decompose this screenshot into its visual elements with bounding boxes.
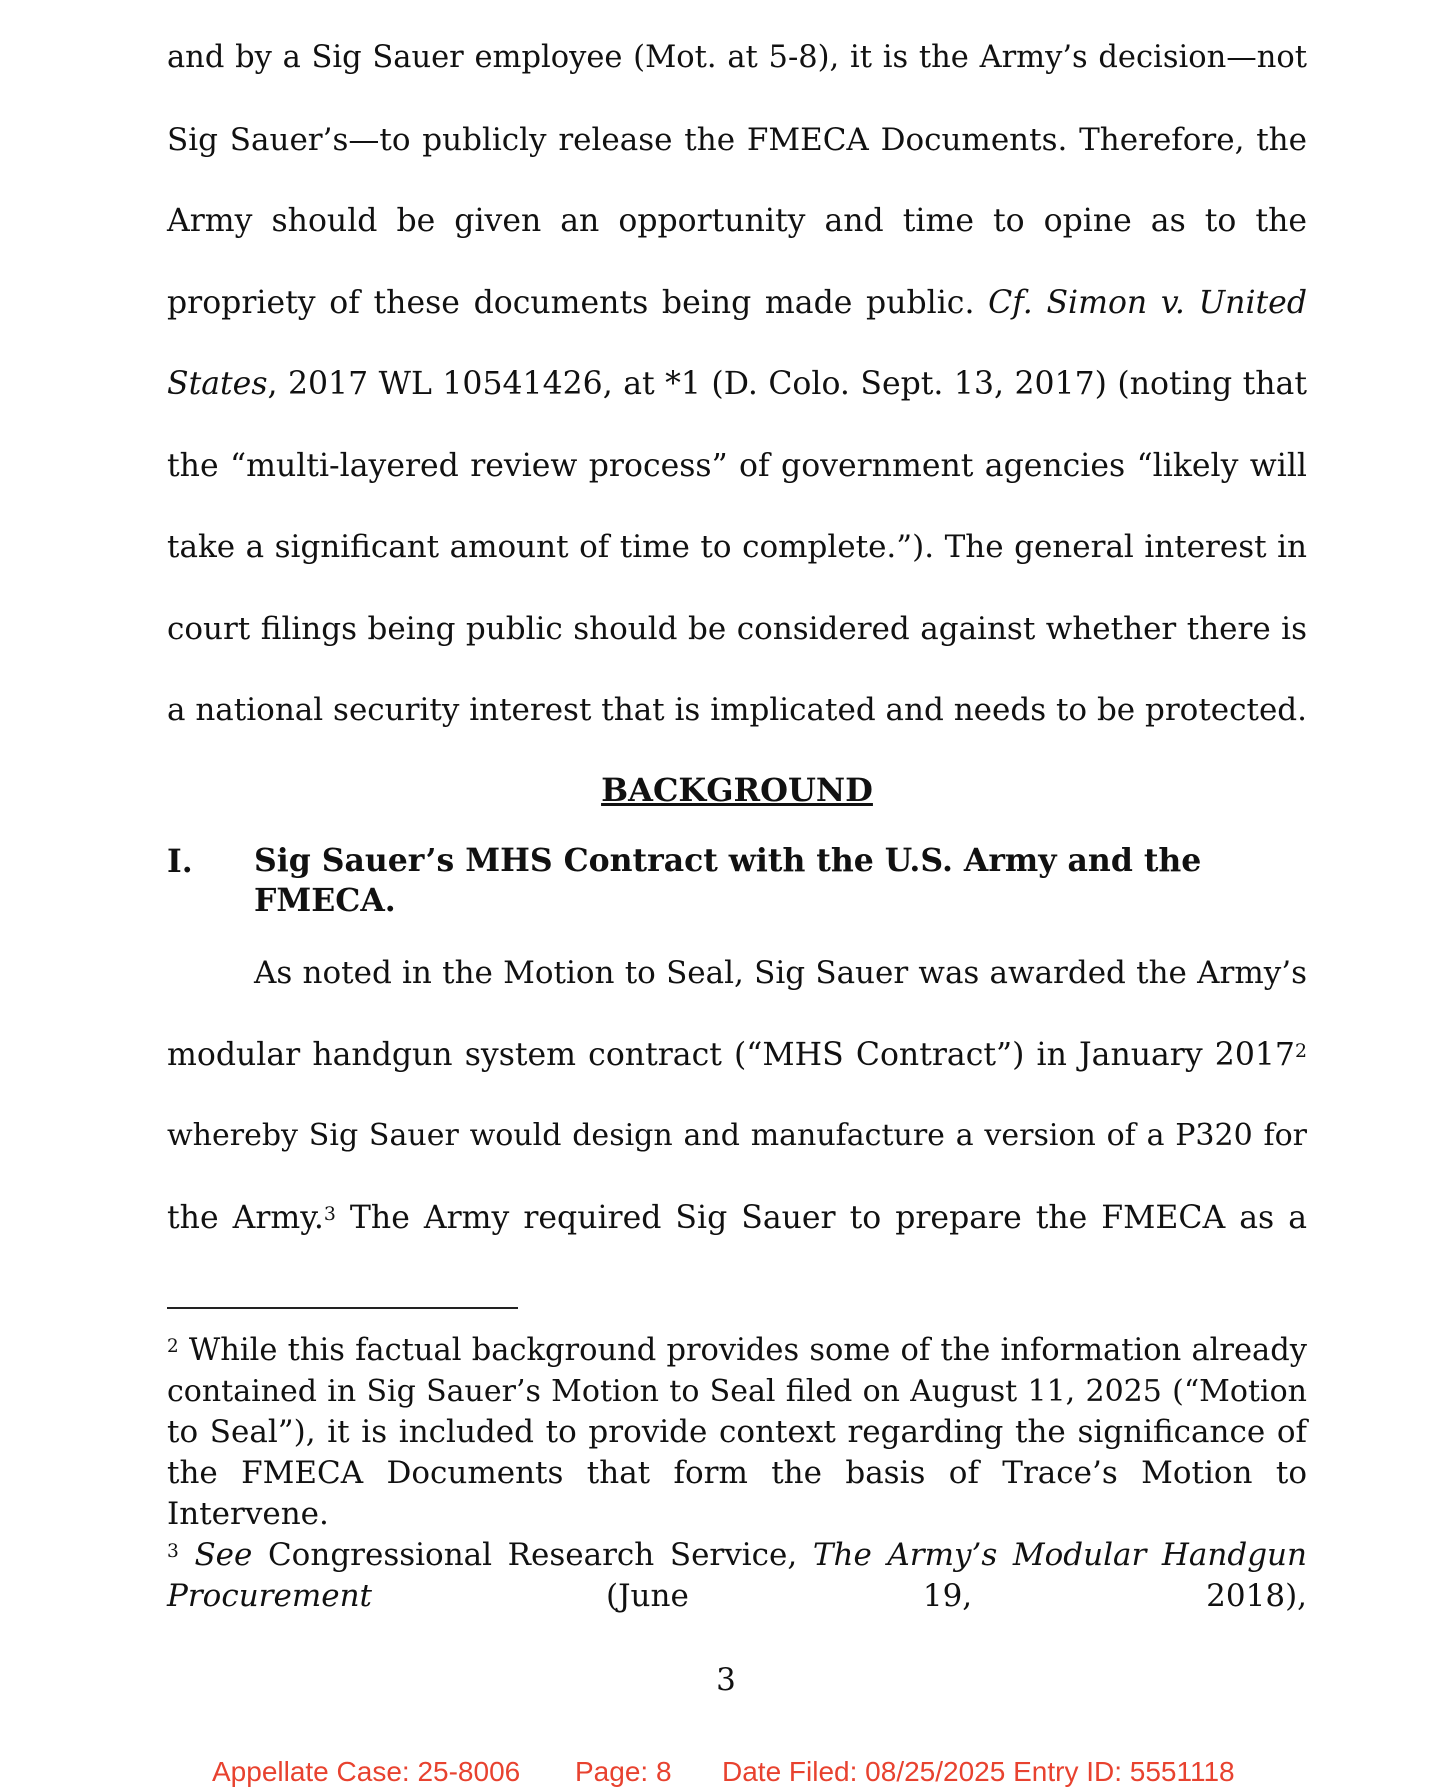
section-body-line-2 bbox=[167, 1035, 1307, 1075]
section-body-line-3: whereby Sig Sauer would design and manufacture a version of a P320 for bbox=[167, 1118, 1307, 1153]
footnote-2-line-2: contained in Sig Sauer’s Motion to Seal filed on August 11, 2025 (“Motion bbox=[167, 1374, 1307, 1409]
footnote-3-date-year: 2018), bbox=[1206, 1578, 1308, 1614]
footnote-2-line-1 bbox=[167, 1330, 1307, 1371]
section-title-line-2: FMECA. bbox=[254, 882, 396, 919]
body-line-5 bbox=[167, 364, 1307, 404]
section-heading bbox=[167, 770, 1307, 811]
section-body-line-4 bbox=[167, 1198, 1307, 1238]
case-citation-part1: Cf. Simon v. United bbox=[988, 285, 1307, 321]
footnote-3-title-part2: Procurement bbox=[167, 1578, 372, 1614]
footnote-2-text-1: While this factual background provides some of the information already bbox=[188, 1333, 1307, 1368]
page-number: 3 bbox=[716, 1662, 736, 1698]
body-line-3: Army should be given an opportunity and time to opine as to the bbox=[167, 203, 1307, 239]
footnote-3-mark: 3 bbox=[167, 1540, 179, 1562]
footnote-2-mark: 2 bbox=[167, 1335, 179, 1357]
stamp-page: Page: 8 bbox=[575, 1756, 672, 1787]
body-line-5-text: , 2017 WL 10541426, at *1 (D. Colo. Sept. 13, 2017) (noting that bbox=[267, 366, 1307, 402]
footnote-3-line-2 bbox=[167, 1576, 1307, 1617]
footnote-ref-2[interactable]: 2 bbox=[1294, 1039, 1307, 1062]
footnote-2-line-3: to Seal”), it is included to provide context regarding the significance of bbox=[167, 1414, 1307, 1450]
footnote-3-line-1 bbox=[167, 1535, 1307, 1576]
footnote-3-title-part1: The Army’s Modular Handgun bbox=[812, 1537, 1307, 1573]
background-heading: BACKGROUND bbox=[601, 771, 873, 809]
section-body-line-1: As noted in the Motion to Seal, Sig Sauer was awarded the Army’s bbox=[254, 955, 1307, 991]
footnote-ref-3[interactable]: 3 bbox=[323, 1202, 336, 1225]
body-line-7: take a significant amount of time to complete.”). The general interest in bbox=[167, 529, 1307, 565]
footnote-3-date-month: (June bbox=[606, 1578, 689, 1614]
body-line-2: Sig Sauer’s—to publicly release the FMECA Documents. Therefore, the bbox=[167, 122, 1307, 158]
footnote-2-line-4: the FMECA Documents that form the basis of Trace’s Motion to bbox=[167, 1455, 1307, 1491]
case-citation-part2: States bbox=[167, 366, 268, 402]
body-line-4-text: propriety of these documents being made public. bbox=[167, 285, 989, 321]
stamp-case-number: Appellate Case: 25-8006 bbox=[212, 1756, 521, 1787]
body-line-4 bbox=[167, 283, 1307, 323]
footnote-3-date-day: 19, bbox=[922, 1578, 973, 1614]
body-line-9: a national security interest that is implicated and needs to be protected. bbox=[167, 692, 1307, 728]
section-number: I. bbox=[167, 843, 193, 880]
section-body-line-4-post: The Army required Sig Sauer to prepare the FMECA as a bbox=[335, 1200, 1307, 1236]
footnote-3-source: Congressional Research Service, bbox=[252, 1537, 813, 1573]
footnote-2-line-5: Intervene. bbox=[167, 1496, 329, 1532]
section-body-line-4-pre: the Army. bbox=[167, 1200, 324, 1236]
body-line-1: and by a Sig Sauer employee (Mot. at 5-8), it is the Army’s decision—not bbox=[167, 40, 1307, 75]
body-line-6: the “multi-layered review process” of government agencies “likely will bbox=[167, 448, 1307, 484]
footnote-3-signal: See bbox=[194, 1537, 253, 1573]
body-line-8: court filings being public should be considered against whether there is bbox=[167, 611, 1307, 647]
stamp-date-entry: Date Filed: 08/25/2025 Entry ID: 5551118 bbox=[722, 1756, 1235, 1787]
section-title-line-1: Sig Sauer’s MHS Contract with the U.S. Army and the bbox=[254, 842, 1202, 879]
section-body-line-2-text: modular handgun system contract (“MHS Contract”) in January 2017 bbox=[167, 1037, 1295, 1073]
footnote-separator bbox=[167, 1307, 518, 1309]
